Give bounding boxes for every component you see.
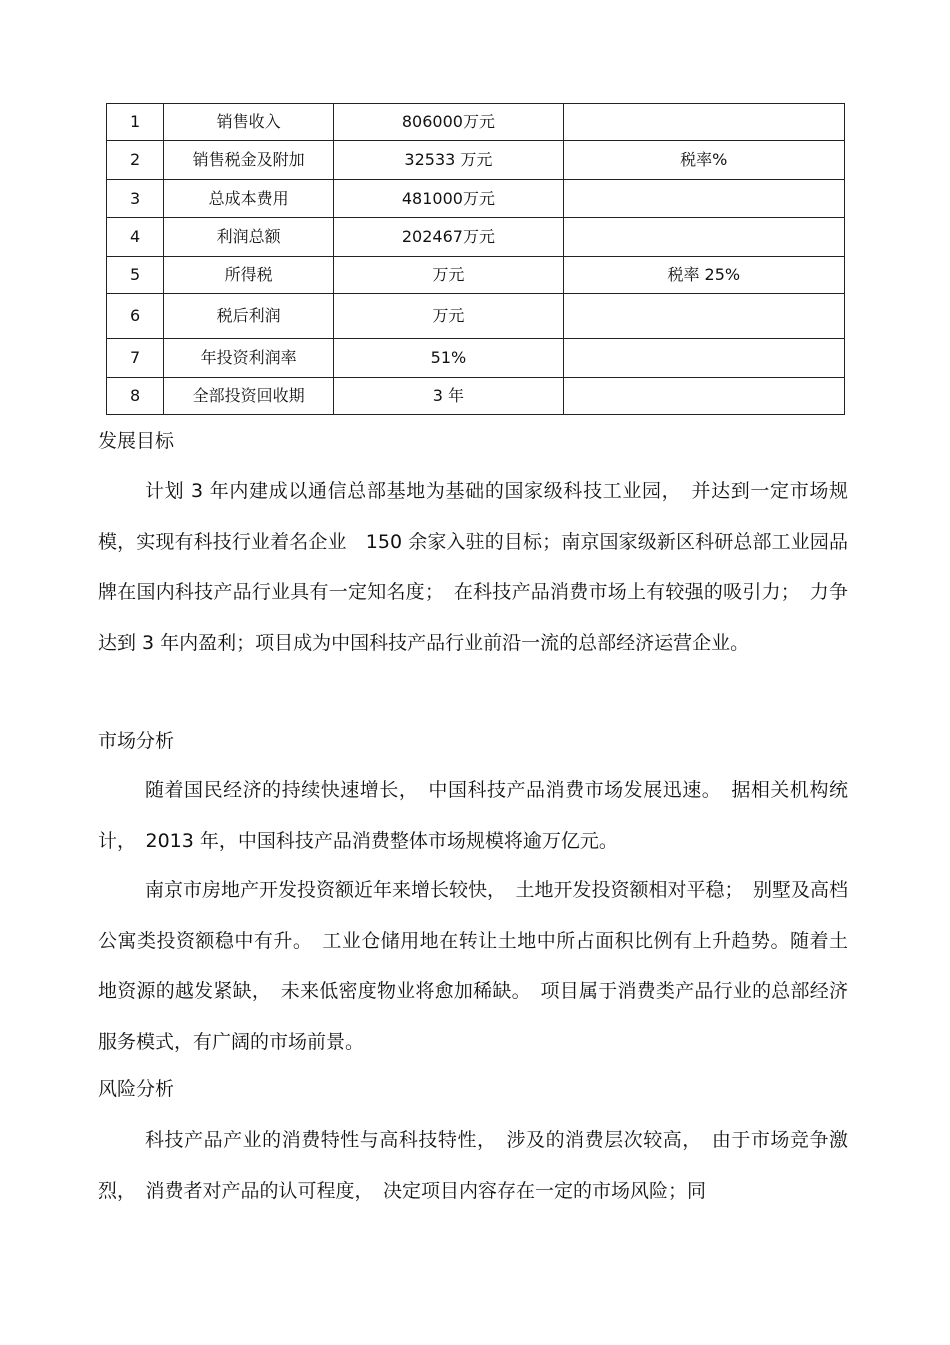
row-note [563, 294, 844, 339]
table-row [107, 218, 845, 257]
row-number: 2 [107, 141, 164, 180]
row-value: 万元 [334, 294, 563, 339]
row-note [563, 339, 844, 378]
row-item: 总成本费用 [164, 180, 334, 218]
row-value: 806000万元 [334, 104, 563, 141]
row-number: 5 [107, 257, 164, 294]
row-value: 32533 万元 [334, 141, 563, 180]
row-item: 销售税金及附加 [164, 141, 334, 180]
row-note: 税率 25% [563, 257, 844, 294]
row-number: 7 [107, 339, 164, 378]
row-number: 6 [107, 294, 164, 339]
section-heading-risk: 风险分析 [98, 1078, 175, 1100]
row-number: 1 [107, 104, 164, 141]
row-value: 51% [334, 339, 563, 378]
table-row [107, 141, 845, 180]
section-heading-market: 市场分析 [98, 730, 175, 752]
row-note [563, 104, 844, 141]
row-number: 8 [107, 378, 164, 415]
row-item: 利润总额 [164, 218, 334, 257]
row-item: 年投资利润率 [164, 339, 334, 378]
table-row [107, 104, 845, 141]
table-row [107, 378, 845, 415]
row-number: 4 [107, 218, 164, 257]
market-paragraph-2: 南京市房地产开发投资额近年来增长较快， 土地开发投资额相对平稳； 别墅及高档公寓类投资额稳中有升。 工业仓储用地在转让土地中所占面积比例有上升趋势。随着土地资源的越发紧缺， 未来低密度物业将愈加稀缺。 项目属于消费类产品行业的总部经济服务模式，有广阔的市场前景。 [98, 879, 849, 1053]
table-row [107, 294, 845, 339]
financial-table [106, 103, 845, 415]
table-row [107, 339, 845, 378]
row-note: 税率% [563, 141, 844, 180]
row-item: 所得税 [164, 257, 334, 294]
row-value: 万元 [334, 257, 563, 294]
row-note [563, 378, 844, 415]
row-item: 销售收入 [164, 104, 334, 141]
goal-paragraph: 计划 3 年内建成以通信总部基地为基础的国家级科技工业园， 并达到一定市场规模，实现有科技行业着名企业 150 余家入驻的目标；南京国家级新区科研总部工业园品牌在国内科技产品行业具有一定知名度； 在科技产品消费市场上有较强的吸引力； 力争达到 3 年内盈利；项目成为中国科技产品行业前沿一流的总部经济运营企业。 [98, 480, 848, 654]
table-row [107, 180, 845, 218]
row-item: 全部投资回收期 [164, 378, 334, 415]
market-paragraph-1: 随着国民经济的持续快速增长， 中国科技产品消费市场发展迅速。 据相关机构统计， 2013 年，中国科技产品消费整体市场规模将逾万亿元。 [98, 779, 848, 852]
table-row [107, 257, 845, 294]
row-note [563, 218, 844, 257]
row-value: 202467万元 [334, 218, 563, 257]
row-value: 3 年 [334, 378, 563, 415]
section-heading-goal: 发展目标 [98, 430, 175, 452]
row-note [563, 180, 844, 218]
row-item: 税后利润 [164, 294, 334, 339]
row-number: 3 [107, 180, 164, 218]
row-value: 481000万元 [334, 180, 563, 218]
risk-paragraph: 科技产品产业的消费特性与高科技特性， 涉及的消费层次较高， 由于市场竞争激烈， 消费者对产品的认可程度， 决定项目内容存在一定的市场风险；同 [98, 1129, 848, 1202]
